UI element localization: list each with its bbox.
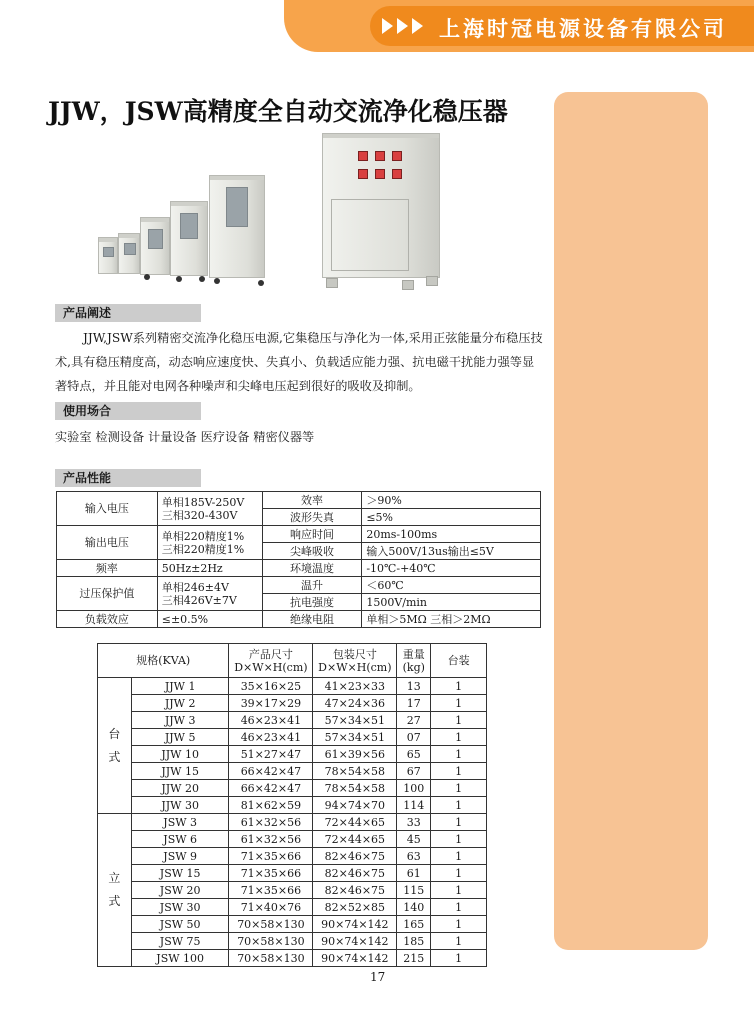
usage-text: 实验室 检测设备 计量设备 医疗设备 精密仪器等: [55, 430, 315, 444]
cell-units: 1: [431, 831, 487, 848]
table-row: [98, 695, 487, 712]
cell-product: 71×35×66: [229, 865, 313, 882]
table-row: [98, 916, 487, 933]
cell-product: 35×16×25: [229, 678, 313, 695]
cell-model: JSW 3: [131, 814, 229, 831]
cell-package: 57×34×51: [313, 729, 397, 746]
header-banner: [284, 0, 754, 52]
cell-weight: 100: [397, 780, 431, 797]
header-model: 规格(KVA): [98, 644, 229, 678]
cell-product: 66×42×47: [229, 763, 313, 780]
cell-units: 1: [431, 780, 487, 797]
cell-units: 1: [431, 950, 487, 967]
standing-cabinet: [322, 136, 440, 278]
cell-product: 71×35×66: [229, 882, 313, 899]
param-label: 抗电强度: [262, 594, 362, 611]
param-label: 过压保护值: [57, 577, 158, 611]
param-value: 单相246±4V 三相426V±7V: [157, 577, 262, 611]
cell-weight: 45: [397, 831, 431, 848]
performance-table: [56, 491, 541, 628]
arrow-right-icon: [412, 18, 423, 34]
cell-model: JSW 50: [131, 916, 229, 933]
cell-product: 71×35×66: [229, 848, 313, 865]
arrow-right-icon: [382, 18, 393, 34]
table-row: [98, 933, 487, 950]
cell-model: JJW 15: [131, 763, 229, 780]
param-value: 20ms-100ms: [362, 526, 541, 543]
param-label: 输入电压: [57, 492, 158, 526]
table-row: [98, 678, 487, 695]
param-value: 1500V/min: [362, 594, 541, 611]
cell-model: JSW 15: [131, 865, 229, 882]
cell-model: JJW 30: [131, 797, 229, 814]
cell-units: 1: [431, 695, 487, 712]
cell-units: 1: [431, 916, 487, 933]
cell-package: 78×54×58: [313, 763, 397, 780]
table-row: [57, 560, 541, 577]
table-header-row: [98, 644, 487, 678]
cell-model: JSW 6: [131, 831, 229, 848]
cell-product: 70×58×130: [229, 916, 313, 933]
param-value: ＞90%: [362, 492, 541, 509]
cell-model: JJW 10: [131, 746, 229, 763]
param-label: 响应时间: [262, 526, 362, 543]
cell-units: 1: [431, 865, 487, 882]
cell-product: 46×23×41: [229, 729, 313, 746]
page-title: JJW，JSW高精度全自动交流净化稳压器: [48, 97, 508, 126]
table-row: [98, 899, 487, 916]
param-label: 绝缘电阻: [262, 611, 362, 628]
header-weight: 重量 (kg): [397, 644, 431, 678]
param-label: 温升: [262, 577, 362, 594]
cell-units: 1: [431, 933, 487, 950]
table-row: [98, 814, 487, 831]
param-value: 单相＞5MΩ 三相＞2MΩ: [362, 611, 541, 628]
cell-model: JJW 5: [131, 729, 229, 746]
param-label: 环境温度: [262, 560, 362, 577]
param-label: 频率: [57, 560, 158, 577]
table-row: [98, 882, 487, 899]
table-row: [98, 831, 487, 848]
table-row: [98, 780, 487, 797]
stabilizer-unit-3: [140, 220, 170, 275]
cell-weight: 115: [397, 882, 431, 899]
cell-package: 90×74×142: [313, 916, 397, 933]
table-row: [98, 848, 487, 865]
cell-model: JSW 20: [131, 882, 229, 899]
header-product-size: 产品尺寸 D×W×H(cm): [229, 644, 313, 678]
arrow-icons: [382, 18, 423, 34]
group-standing: 立 式: [98, 814, 132, 967]
spec-table: [97, 643, 487, 967]
cell-weight: 215: [397, 950, 431, 967]
group-desktop: 台 式: [98, 678, 132, 814]
cell-package: 82×46×75: [313, 865, 397, 882]
cell-weight: 17: [397, 695, 431, 712]
param-value: ＜60℃: [362, 577, 541, 594]
cell-model: JSW 9: [131, 848, 229, 865]
table-row: [98, 763, 487, 780]
cell-product: 61×32×56: [229, 831, 313, 848]
cell-weight: 07: [397, 729, 431, 746]
side-decoration-panel: [554, 92, 708, 950]
cell-package: 47×24×36: [313, 695, 397, 712]
cell-package: 41×23×33: [313, 678, 397, 695]
cell-model: JJW 20: [131, 780, 229, 797]
cell-model: JSW 75: [131, 933, 229, 950]
param-value: 单相185V-250V 三相320-430V: [157, 492, 262, 526]
header-units: 台装: [431, 644, 487, 678]
cell-units: 1: [431, 678, 487, 695]
cell-product: 39×17×29: [229, 695, 313, 712]
param-value: ≤±0.5%: [157, 611, 262, 628]
arrow-right-icon: [397, 18, 408, 34]
cell-model: JSW 100: [131, 950, 229, 967]
stabilizer-unit-5: [209, 178, 265, 278]
cell-package: 72×44×65: [313, 814, 397, 831]
cell-product: 70×58×130: [229, 933, 313, 950]
section-label-overview: 产品阐述: [55, 304, 201, 322]
cell-weight: 185: [397, 933, 431, 950]
cell-product: 81×62×59: [229, 797, 313, 814]
param-value: 输入500V/13us输出≤5V: [362, 543, 541, 560]
cell-package: 90×74×142: [313, 950, 397, 967]
table-row: [98, 950, 487, 967]
cell-package: 94×74×70: [313, 797, 397, 814]
cell-model: JJW 2: [131, 695, 229, 712]
cell-weight: 13: [397, 678, 431, 695]
table-row: [57, 611, 541, 628]
cell-weight: 63: [397, 848, 431, 865]
cell-weight: 114: [397, 797, 431, 814]
cell-weight: 65: [397, 746, 431, 763]
table-row: [57, 492, 541, 509]
overview-text: JJW,JSW系列精密交流净化稳压电源,它集稳压与净化为一体,采用正弦能量分布稳压技术,具有稳压精度高，动态响应速度快、失真小、负载适应能力强、抗电磁干扰能力强等显著特点，并且能对电网各种噪声和尖峰电压起到很好的吸收及抑制。: [55, 331, 543, 393]
cell-package: 72×44×65: [313, 831, 397, 848]
cell-product: 66×42×47: [229, 780, 313, 797]
cell-product: 51×27×47: [229, 746, 313, 763]
company-name: 上海时冠电源设备有限公司: [439, 17, 727, 41]
param-label: 输出电压: [57, 526, 158, 560]
table-row: [98, 746, 487, 763]
cell-model: JSW 30: [131, 899, 229, 916]
cell-package: 57×34×51: [313, 712, 397, 729]
cell-units: 1: [431, 729, 487, 746]
param-value: ≤5%: [362, 509, 541, 526]
cell-product: 46×23×41: [229, 712, 313, 729]
table-row: [57, 577, 541, 594]
stabilizer-unit-1: [98, 240, 118, 274]
param-label: 波形失真: [262, 509, 362, 526]
table-row: [98, 865, 487, 882]
param-value: -10℃-+40℃: [362, 560, 541, 577]
table-row: [98, 712, 487, 729]
header-package-size: 包装尺寸 D×W×H(cm): [313, 644, 397, 678]
cell-units: 1: [431, 712, 487, 729]
cell-weight: 140: [397, 899, 431, 916]
page-number: 17: [370, 970, 386, 984]
cell-units: 1: [431, 746, 487, 763]
cell-units: 1: [431, 763, 487, 780]
table-row: [57, 526, 541, 543]
section-label-performance: 产品性能: [55, 469, 201, 487]
table-row: [98, 729, 487, 746]
cell-product: 70×58×130: [229, 950, 313, 967]
cell-weight: 61: [397, 865, 431, 882]
cell-product: 71×40×76: [229, 899, 313, 916]
cell-weight: 33: [397, 814, 431, 831]
cell-package: 82×52×85: [313, 899, 397, 916]
param-label: 尖峰吸收: [262, 543, 362, 560]
param-value: 单相220精度1% 三相220精度1%: [157, 526, 262, 560]
cell-package: 61×39×56: [313, 746, 397, 763]
param-label: 效率: [262, 492, 362, 509]
cell-model: JJW 3: [131, 712, 229, 729]
cell-weight: 27: [397, 712, 431, 729]
table-row: [98, 797, 487, 814]
cell-package: 82×46×75: [313, 882, 397, 899]
cell-units: 1: [431, 899, 487, 916]
cell-package: 82×46×75: [313, 848, 397, 865]
cell-weight: 67: [397, 763, 431, 780]
cell-units: 1: [431, 814, 487, 831]
cell-product: 61×32×56: [229, 814, 313, 831]
param-value: 50Hz±2Hz: [157, 560, 262, 577]
section-label-usage: 使用场合: [55, 402, 201, 420]
cell-model: JJW 1: [131, 678, 229, 695]
stabilizer-unit-2: [118, 236, 140, 274]
cell-package: 78×54×58: [313, 780, 397, 797]
cell-weight: 165: [397, 916, 431, 933]
cell-units: 1: [431, 882, 487, 899]
cell-package: 90×74×142: [313, 933, 397, 950]
param-label: 负载效应: [57, 611, 158, 628]
stabilizer-unit-4: [170, 204, 208, 276]
cell-units: 1: [431, 797, 487, 814]
cell-units: 1: [431, 848, 487, 865]
